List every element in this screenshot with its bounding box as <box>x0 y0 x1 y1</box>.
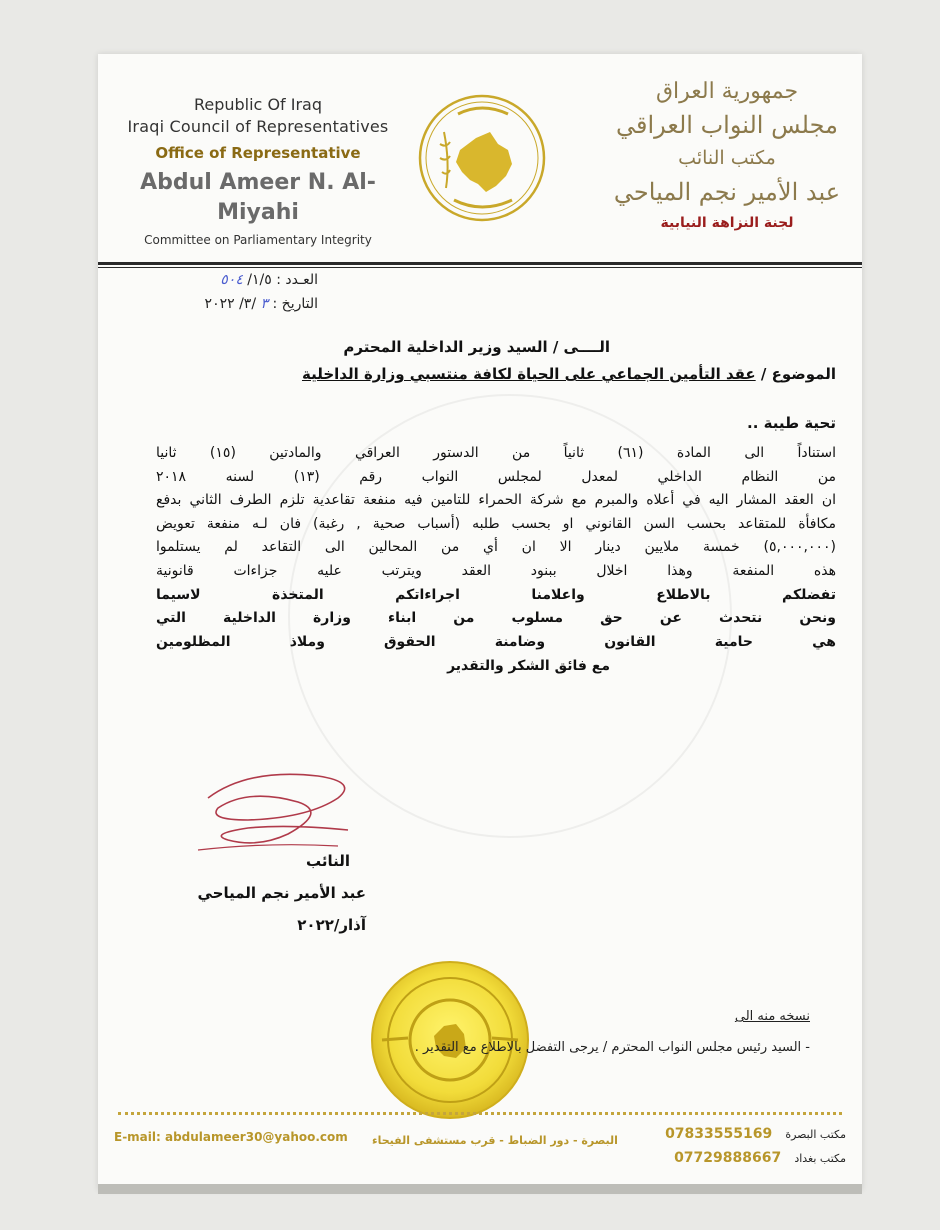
reference-date-handwritten: ٣ <box>260 296 269 312</box>
footer-phone-baghdad-label: مكتب بغداد <box>794 1152 846 1165</box>
handwritten-signature <box>188 758 368 858</box>
body-line: من النظام الداخلي لمعدل لمجلس النواب رقم (١٣) لسنه ٢٠١٨ <box>156 468 836 485</box>
footer-phone-baghdad-number: 07729888667 <box>674 1150 782 1166</box>
subject-label: الموضوع / <box>760 365 836 383</box>
greeting: تحية طيبة .. <box>747 414 836 432</box>
letter-page <box>98 54 862 1190</box>
body-line: هذه المنفعة وهذا اخلال ببنود العقد ويترتب عليه جزاءات قانونية <box>156 562 836 579</box>
footer-email: E-mail: abdulameer30@yahoo.com <box>114 1130 348 1144</box>
copy-to-item: - السيد رئيس مجلس النواب المحترم / يرجى التفضل بالاطلاع مع التقدير . <box>414 1040 810 1055</box>
footer-phones <box>646 1122 846 1170</box>
header-name-en: Abdul Ameer N. Al-Miyahi <box>140 170 376 225</box>
letter-paragraph <box>156 442 836 654</box>
header-republic-ar: جمهورية العراق <box>655 79 799 104</box>
reference-number-handwritten: ٥٠٤ <box>220 272 243 288</box>
footer-phone-basra-label: مكتب البصرة <box>785 1128 846 1141</box>
footer-phone-baghdad <box>646 1146 846 1170</box>
body-line: ان العقد المشار اليه في أعلاه والمبرم مع شركة الحمراء للتامين فيه منفعة تقاعدية تلزم الطرف الثاني بدفع <box>156 492 836 509</box>
reference-number-value: ١/٥/ <box>247 272 272 288</box>
header-office-ar: مكتب النائب <box>678 147 776 169</box>
copy-to-heading: نسخه منه الى <box>734 1009 810 1024</box>
subject-text: عقد التأمين الجماعي على الحياة لكافة منتسبي وزارة الداخلية <box>301 365 756 383</box>
header-name-ar: عبد الأمير نجم المياحي <box>613 178 841 206</box>
reference-date-label: التاريخ : <box>272 296 318 312</box>
footer-phone-basra-number: 07833555169 <box>665 1126 773 1142</box>
reference-date-value: /٣/ ٢٠٢٢ <box>204 296 257 312</box>
scan-edge-shadow <box>98 1184 862 1194</box>
reference-date <box>158 292 318 316</box>
body-line: مكافأة للمتقاعد بحسب السن القانوني او بحسب طلبه (أسباب صحية , رغبة) فان لـه منفعة تعويض <box>156 515 836 532</box>
body-line-bold: هي حامية القانون وضامنة الحقوق وملاذ المظلومين <box>156 633 836 650</box>
signer-title: النائب <box>305 852 350 870</box>
footer-phone-basra <box>646 1122 846 1146</box>
header-committee-en: Committee on Parliamentary Integrity <box>144 233 372 247</box>
signature-date: آذار/٢٠٢٢ <box>297 916 366 934</box>
body-line-bold: ونحن نتحدث عن حق مسلوب من ابناء وزارة الداخلية التي <box>156 610 836 627</box>
header-divider-thick <box>98 262 862 265</box>
letter-body <box>156 334 836 678</box>
subject-line <box>156 360 836 388</box>
closing-line: مع فائق الشكر والتقدير <box>447 658 610 675</box>
body-line: استناداً الى المادة (٦١) ثانياً من الدستور العراقي والمادتين (١٥) ثانيا <box>156 445 836 461</box>
letterhead-footer <box>114 1120 846 1170</box>
footer-divider <box>118 1112 842 1115</box>
body-line: (٥,٠٠٠,٠٠٠) خمسة ملايين دينار الا ان أي من المحالين الى التقاعد لم يستلموا <box>156 539 836 556</box>
header-committee-ar: لجنة النزاهة النيابية <box>660 215 794 231</box>
copy-to-section <box>258 1006 810 1060</box>
header-republic-en: Republic Of Iraq <box>193 95 323 114</box>
parliament-emblem-logo <box>416 92 548 224</box>
signer-name: عبد الأمير نجم المياحي <box>197 884 366 902</box>
recipient-line: الــــى / السيد وزير الداخلية المحترم <box>343 338 610 356</box>
header-council-en: Iraqi Council of Representatives <box>127 117 389 136</box>
body-line-bold: تفضلكم بالاطلاع واعلامنا اجراءاتكم المتخذة لاسيما <box>156 586 836 603</box>
reference-number <box>158 268 318 292</box>
header-english <box>108 94 408 252</box>
signature-block <box>166 846 366 940</box>
header-council-ar: مجلس النواب العراقي <box>616 111 838 139</box>
reference-number-label: العـدد : <box>276 272 318 288</box>
header-arabic <box>602 76 852 236</box>
reference-block <box>158 268 318 316</box>
footer-address: البصرة - دور الضباط - قرب مستشفى الفيحاء <box>372 1134 618 1147</box>
header-office-en: Office of Representative <box>155 144 361 162</box>
